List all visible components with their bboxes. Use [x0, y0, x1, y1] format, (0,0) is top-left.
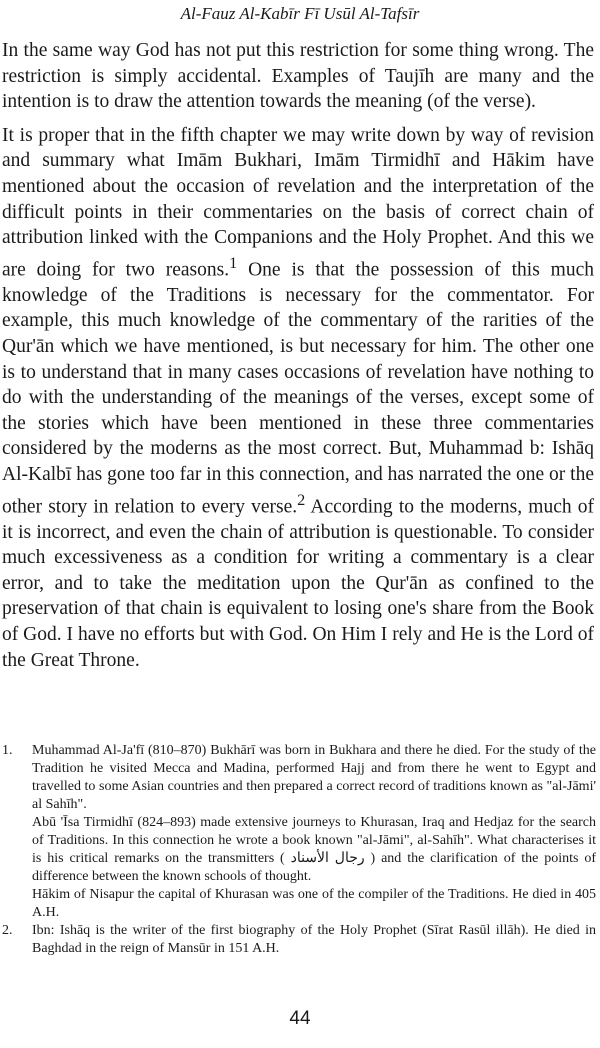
footnote-1: [2, 742, 596, 922]
main-text: [2, 38, 594, 681]
paragraph-2-part-a: It is proper that in the fifth chapter we may write down by way of revision and summary what Imām Bukhari, Imām Tirmidhī and Hākim have mentioned about the occasion of revelation and the interpretation of the difficult points in their commentaries on the basis of correct chain of attribution linked with the Companions and the Holy Prophet. And this we are doing for two reasons.: [2, 124, 594, 281]
page-number: 44: [289, 1008, 311, 1029]
footnote-ref-2: 2: [297, 490, 306, 509]
footnote-1-para-3: Hākim of Nisapur the capital of Khurasan was one of the compiler of the Traditions. He died in 405 A.H.: [32, 887, 596, 920]
footnote-1-para-2: Abū 'Īsa Tirmidhī (824–893) made extensive journeys to Khurasan, Iraq and Hedjaz for the search of Traditions. In this connection he wrote a book known "al-Jāmi", al-Sahīh". What characterises it is his critical remarks on the transmitters ( رجال الأسناد ) and the clarification of the points of difference between the known schools of thought.: [32, 815, 596, 884]
footnotes: [2, 742, 596, 958]
footnote-1-number: 1.: [2, 743, 13, 758]
footnote-2: [2, 922, 596, 958]
paragraph-2-part-b: One is that the possession of this much knowledge of the Traditions is necessary for the commentator. For example, this much knowledge of the commentary of the rarities of the Qur'ān which we have mentioned, is but necessary for him. The other one is to understand that in many cases occasions of revelation have nothing to do with the understanding of the meanings of the verses, except some of the stories which have been mentioned in these three commentaries considered by the moderns as the most correct. But, Muhammad b: Ishāq Al-Kalbī has gone too far in this connection, and has narrated the one or the other story in relation to every verse.: [2, 259, 594, 518]
footnote-2-number: 2.: [2, 923, 13, 938]
paragraph-2-part-c: According to the moderns, much of it is incorrect, and even the chain of attribution is questionable. To consider much excessiveness as a condition for writing a commentary is a clear error, and to take the meditation upon the Qur'ān as confined to the preservation of that chain is equivalent to losing one's share from the Book of God. I have no efforts but with God. On Him I rely and He is the Lord of the Great Throne.: [2, 496, 594, 671]
footnote-ref-1: 1: [229, 253, 238, 272]
paragraph-1: In the same way God has not put this restriction for some thing wrong. The restriction is simply accidental. Examples of Taujīh are many and the intention is to draw the attention towards the meaning (of the verse).: [2, 40, 594, 113]
paragraph-2: [2, 123, 594, 673]
footnote-2-para-1: Ibn: Ishāq is the writer of the first biography of the Holy Prophet (Sīrat Rasūl illāh). He died in Baghdad in the reign of Mansūr in 151 A.H.: [32, 923, 596, 956]
footnote-1-para-1: Muhammad Al-Ja'fī (810–870) Bukhārī was born in Bukhara and there he died. For the study of the Tradition he visited Mecca and Madina, performed Hajj and from there he went to Egypt and travelled to some Asian countries and then prepared a correct record of traditions known as "al-Jāmi' al Sahīh".: [32, 743, 596, 812]
running-header: Al-Fauz Al-Kabīr Fī Usūl Al-Tafsīr: [180, 4, 420, 23]
